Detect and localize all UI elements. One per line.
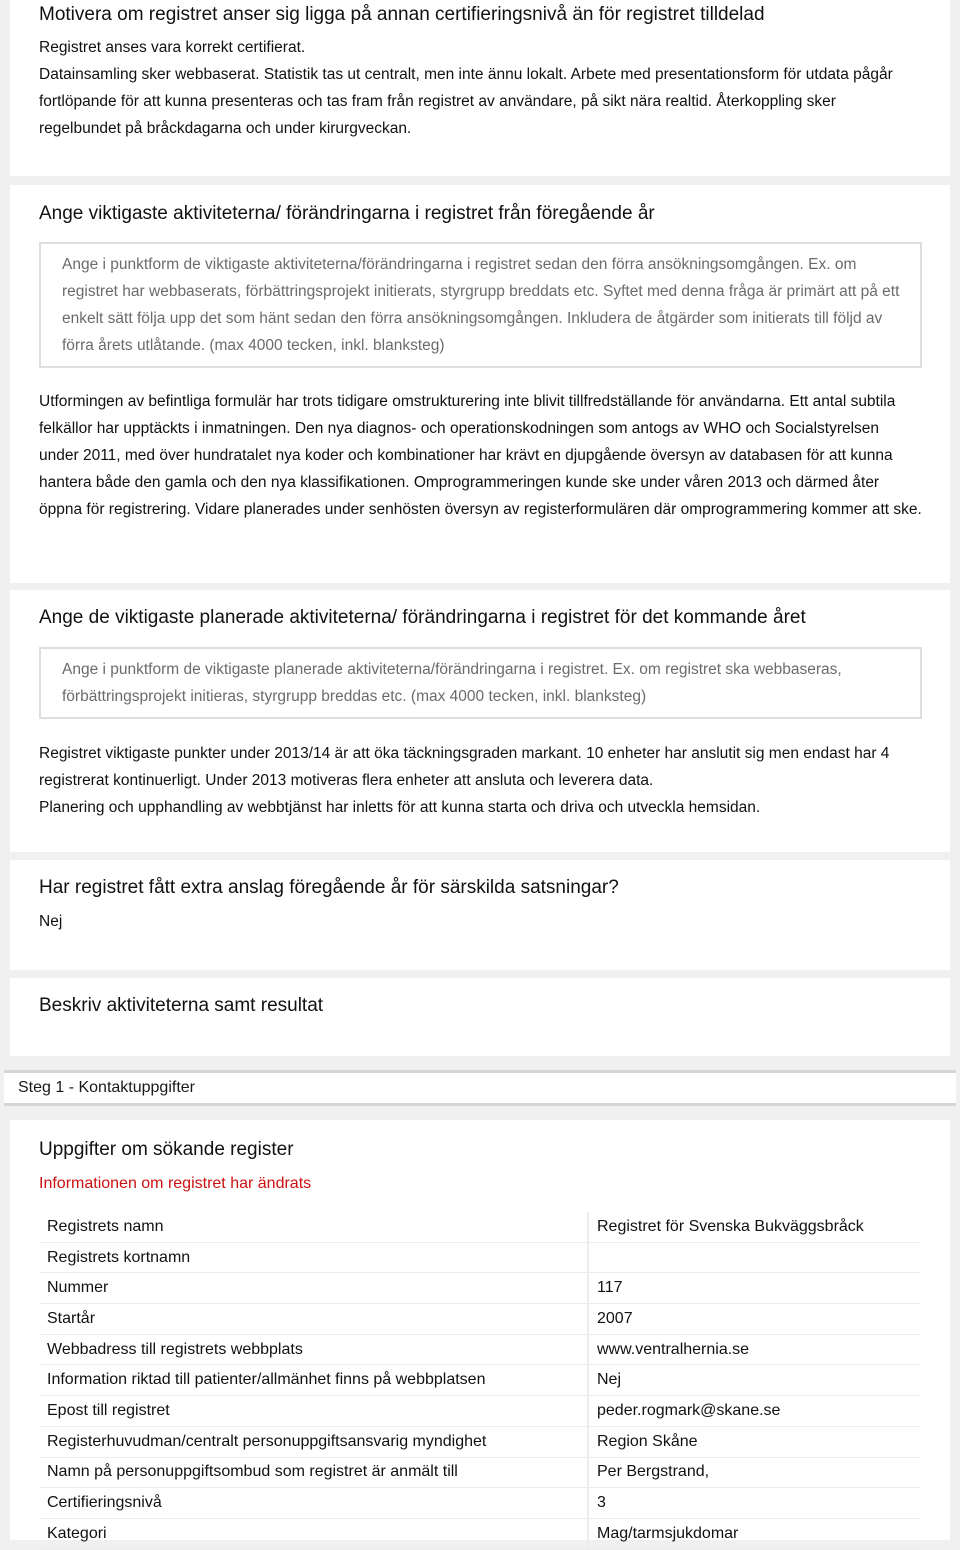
info-row — [39, 1242, 921, 1273]
certification-answer-line: Registret anses vara korrekt certifierat. — [39, 39, 306, 56]
info-row-value: peder.rogmark@skane.se — [588, 1396, 921, 1427]
planned-activities-answer-line: Registret viktigaste punkter under 2013/14 är att öka täckningsgraden markant. 10 enheter har anslutit sig men endast har 4 registrerat kontinuerligt. Under 2013 motiveras flera enheter att ansluta och leverera data. — [39, 745, 890, 789]
changed-notice: Informationen om registret har ändrats — [39, 1175, 312, 1192]
info-row-label: Certifieringsnivå — [39, 1488, 588, 1519]
planned-activities-card — [10, 590, 950, 852]
describe-activities-heading: Beskriv aktiviteterna samt resultat — [39, 995, 324, 1016]
describe-activities-card — [10, 978, 950, 1056]
info-row — [39, 1212, 921, 1242]
certification-answer-line: Datainsamling sker webbaserat. Statistik tas ut centralt, men inte ännu lokalt. Arbete med presentationsform för utdata pågår fortlöpande för att kunna presenteras och tas fram från registret av användare, på sikt nära realtid. Återkoppling sker regelbundet på bråckdagarna och under kirurgveckan. — [39, 66, 893, 137]
info-row-label: Kategori — [39, 1518, 588, 1549]
info-row — [39, 1396, 921, 1427]
info-row — [39, 1365, 921, 1396]
info-row-value: 3 — [588, 1488, 921, 1519]
info-row-value: Region Skåne — [588, 1426, 921, 1457]
info-row-label: Registrets namn — [39, 1212, 588, 1242]
info-row-value: www.ventralhernia.se — [588, 1334, 921, 1365]
extra-funding-card — [10, 860, 950, 970]
applicant-info-table — [39, 1212, 921, 1550]
info-row — [39, 1426, 921, 1457]
info-row-value: 2007 — [588, 1304, 921, 1335]
past-activities-question: Ange viktigaste aktiviteterna/ förändringarna i registret från föregående år — [39, 203, 655, 224]
info-row-value: Mag/tarmsjukdomar — [588, 1518, 921, 1549]
info-row-label: Information riktad till patienter/allmänhet finns på webbplatsen — [39, 1365, 588, 1396]
info-row-label: Nummer — [39, 1273, 588, 1304]
planned-activities-answer-line: Planering och upphandling av webbtjänst har inletts för att kunna starta och driva och utveckla hemsidan. — [39, 799, 761, 816]
info-row-value: Nej — [588, 1365, 921, 1396]
info-row — [39, 1304, 921, 1335]
info-row-value: Registret för Svenska Bukväggsbråck — [588, 1212, 921, 1242]
info-row-value: 117 — [588, 1273, 921, 1304]
past-activities-answer: Utformingen av befintliga formulär har trots tidigare omstrukturering inte blivit tillfredställande för användarna. Ett antal subtila felkällor har upptäckts i inmatningen. Den nya diagnos- och operationskodningen som antogs av WHO och Socialstyrelsen under 2011, med över hundratalet nya koder och kombinationer har krävt en djupgående översyn av databasen för att kunna hantera både den gamla och den nya klassifikationen. Omprogrammeringen kunde ske under våren 2013 och därmed åter öppna för registrering. Vidare planerades under senhösten översyn av registerformulären där omprogrammering kommer att ske. — [39, 393, 922, 518]
planned-activities-hint: Ange i punktform de viktigaste planerade aktiviteterna/förändringarna i registret. Ex. om registret ska webbaseras, förbättringsprojekt initieras, styrgrupp breddas etc. (max 4000 tecken, inkl. blanksteg) — [39, 647, 922, 719]
past-activities-hint: Ange i punktform de viktigaste aktiviteterna/förändringarna i registret sedan den förra ansökningsomgången. Ex. om registret har webbaserats, förbättringsprojekt initierats, styrgrupp breddats etc. Syftet med denna fråga är primärt att på ett enkelt sätt följa upp det som hänt sedan den förra ansökningsomgången. Inkludera de åtgärder som initierats till följd av förra årets utlåtande. (max 4000 tecken, inkl. blanksteg) — [39, 242, 922, 368]
info-row — [39, 1488, 921, 1519]
info-row-value — [588, 1242, 921, 1273]
extra-funding-answer: Nej — [39, 913, 63, 930]
info-row — [39, 1273, 921, 1304]
info-row — [39, 1457, 921, 1488]
applicant-info-title: Uppgifter om sökande register — [39, 1139, 294, 1160]
info-row-label: Namn på personuppgiftsombud som registret är anmält till — [39, 1457, 588, 1488]
info-row-label: Registerhuvudman/centralt personuppgiftsansvarig myndighet — [39, 1426, 588, 1457]
past-activities-card — [10, 185, 950, 583]
certification-answer — [39, 34, 922, 142]
info-row-value: Per Bergstrand, — [588, 1457, 921, 1488]
certification-question: Motivera om registret anser sig ligga på annan certifieringsnivå än för registret tilldelad — [39, 4, 765, 25]
step-header: Steg 1 - Kontaktuppgifter — [4, 1070, 956, 1106]
info-row-label: Registrets kortnamn — [39, 1242, 588, 1273]
applicant-info-card — [10, 1120, 950, 1540]
info-row-label: Startår — [39, 1304, 588, 1335]
extra-funding-question: Har registret fått extra anslag föregående år för särskilda satsningar? — [39, 877, 619, 898]
planned-activities-answer — [39, 740, 922, 821]
certification-card — [10, 0, 950, 176]
info-row-label: Epost till registret — [39, 1396, 588, 1427]
info-row-label: Webbadress till registrets webbplats — [39, 1334, 588, 1365]
info-row — [39, 1334, 921, 1365]
info-row — [39, 1518, 921, 1549]
planned-activities-question: Ange de viktigaste planerade aktiviteterna/ förändringarna i registret för det kommande året — [39, 607, 806, 628]
